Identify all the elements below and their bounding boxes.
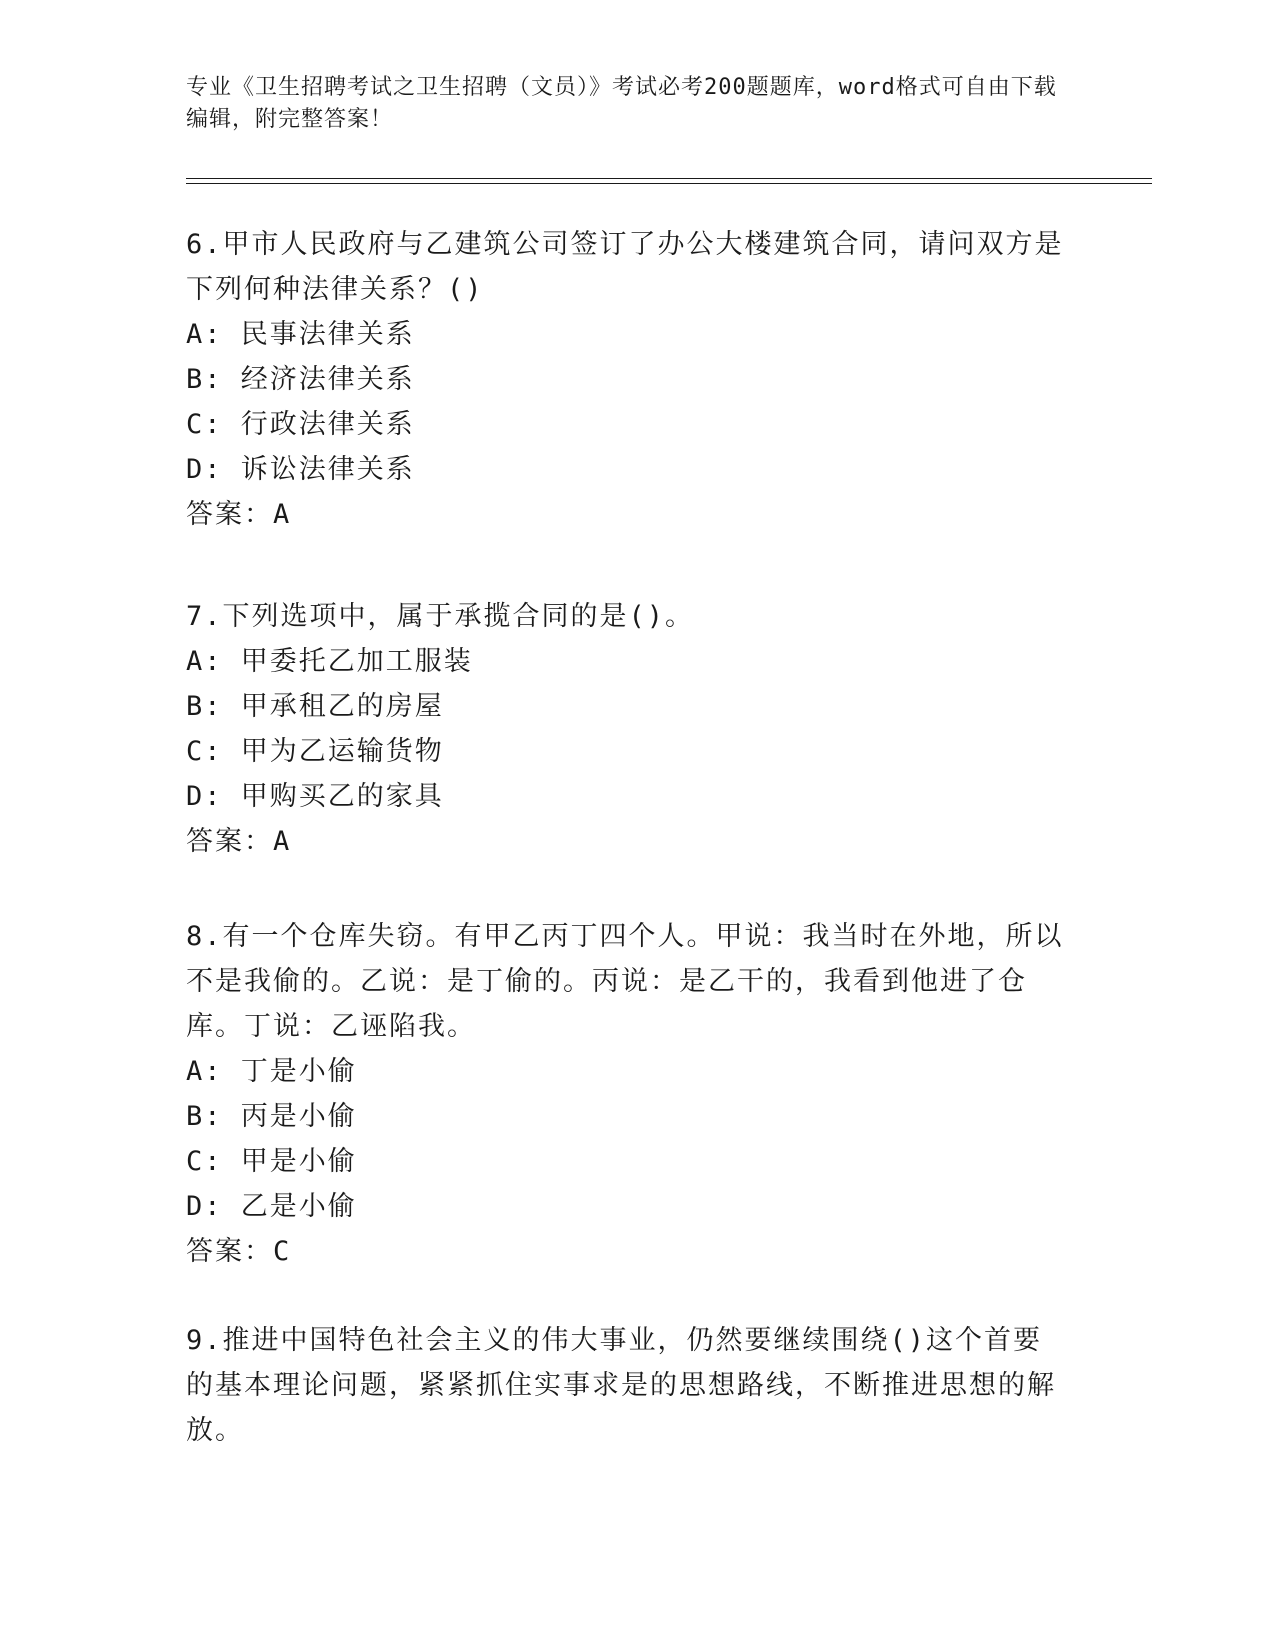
answer-label: 答案：	[186, 499, 273, 530]
question-stem: 9.推进中国特色社会主义的伟大事业，仍然要继续围绕()这个首要的基本理论问题，紧紧抓住实事求是的思想路线，不断推进思想的解放。	[186, 1325, 1056, 1446]
option-d: D: 甲购买乙的家具	[186, 781, 444, 812]
question-stem: 6.甲市人民政府与乙建筑公司签订了办公大楼建筑合同，请问双方是下列何种法律关系？()	[186, 229, 1064, 305]
option-d: D: 诉讼法律关系	[186, 454, 415, 485]
question-6	[186, 222, 1066, 537]
document-header: 专业《卫生招聘考试之卫生招聘（文员）》考试必考200题题库，word格式可自由下载编辑，附完整答案！	[186, 75, 1057, 132]
option-c: C: 行政法律关系	[186, 409, 415, 440]
question-7	[186, 594, 1066, 864]
header-divider-top	[186, 178, 1152, 179]
question-8	[186, 914, 1066, 1274]
answer-value: C	[273, 1236, 292, 1267]
answer-value: A	[273, 826, 292, 857]
answer-line	[186, 492, 1066, 537]
header-divider-bottom	[186, 183, 1152, 184]
option-a: A: 民事法律关系	[186, 319, 415, 350]
answer-label: 答案：	[186, 826, 273, 857]
option-a: A: 甲委托乙加工服装	[186, 646, 473, 677]
option-a: A: 丁是小偷	[186, 1056, 357, 1087]
question-stem: 7.下列选项中，属于承揽合同的是()。	[186, 601, 695, 632]
answer-label: 答案：	[186, 1236, 273, 1267]
option-b: B: 丙是小偷	[186, 1101, 357, 1132]
option-d: D: 乙是小偷	[186, 1191, 357, 1222]
option-c: C: 甲是小偷	[186, 1146, 357, 1177]
answer-line	[186, 819, 1066, 864]
answer-value: A	[273, 499, 292, 530]
option-c: C: 甲为乙运输货物	[186, 736, 444, 767]
question-9	[186, 1318, 1066, 1453]
option-b: B: 甲承租乙的房屋	[186, 691, 444, 722]
answer-line	[186, 1229, 1066, 1274]
option-b: B: 经济法律关系	[186, 364, 415, 395]
question-stem: 8.有一个仓库失窃。有甲乙丙丁四个人。甲说：我当时在外地，所以不是我偷的。乙说：是丁偷的。丙说：是乙干的，我看到他进了仓库。丁说：乙诬陷我。	[186, 921, 1064, 1042]
